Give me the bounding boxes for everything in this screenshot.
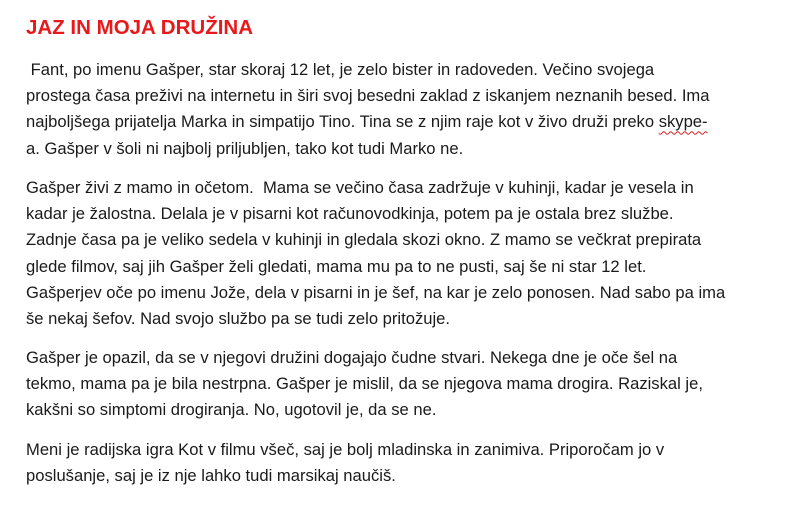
- text-line: Meni je radijska igra Kot v filmu všeč, saj je bolj mladinska in zanimiva. Priporočam jo v: [26, 440, 665, 459]
- paragraph-intro: [26, 57, 709, 162]
- text-line: Fant, po imenu Gašper, star skoraj 12 let, je zelo bister in radoveden. Večino svojega: [26, 60, 655, 79]
- text-line: [26, 109, 709, 135]
- text-line: Zadnje časa pa je veliko sedela v kuhinji in gledala skozi okno. Z mamo se večkrat prepirata: [26, 230, 702, 250]
- paragraph-opinion: [26, 437, 664, 489]
- paragraph-family: [26, 175, 725, 332]
- text-line: kadar je žalostna. Delala je v pisarni kot računovodkinja, potem pa je ostala brez službe.: [26, 204, 674, 224]
- text-line: prostega časa preživi na internetu in širi svoj besedni zaklad z iskanjem neznanih besed. Ima: [26, 86, 710, 106]
- text-line: kakšni so simptomi drogiranja. No, ugotovil je, da se ne.: [26, 400, 437, 420]
- text-line: Gašper je opazil, da se v njegovi družini dogajajo čudne stvari. Nekega dne je oče šel na: [26, 348, 678, 367]
- misspelled-word[interactable]: skype-: [658, 112, 708, 132]
- text-line: poslušanje, saj je iz nje lahko tudi marsikaj naučiš.: [26, 466, 396, 486]
- text-line: glede filmov, saj jih Gašper želi gledati, mama mu pa to ne pusti, saj še ni star 12 let.: [26, 256, 647, 276]
- text-line: tekmo, mama pa je bila nestrpna. Gašper je mislil, da se njegova mama drogira. Raziskal je,: [26, 374, 703, 394]
- paragraph-events: [26, 345, 703, 424]
- text-line: Gašper živi z mamo in očetom. Mama se večino časa zadržuje v kuhinji, kadar je vesela in: [26, 178, 694, 197]
- text-line-segment: najboljšega prijatelja Marka in simpatijo Tino. Tina se z njim raje kot v živo druži preko: [26, 112, 659, 132]
- text-line: še nekaj šefov. Nad svojo službo pa se tudi zelo pritožuje.: [26, 309, 450, 329]
- text-line: Gašperjev oče po imenu Jože, dela v pisarni in je šef, na kar je zelo ponosen. Nad sabo pa ima: [26, 282, 726, 302]
- document-title: JAZ IN MOJA DRUŽINA: [26, 16, 254, 39]
- text-line: a. Gašper v šoli ni najbolj priljubljen, tako kot tudi Marko ne.: [26, 138, 464, 158]
